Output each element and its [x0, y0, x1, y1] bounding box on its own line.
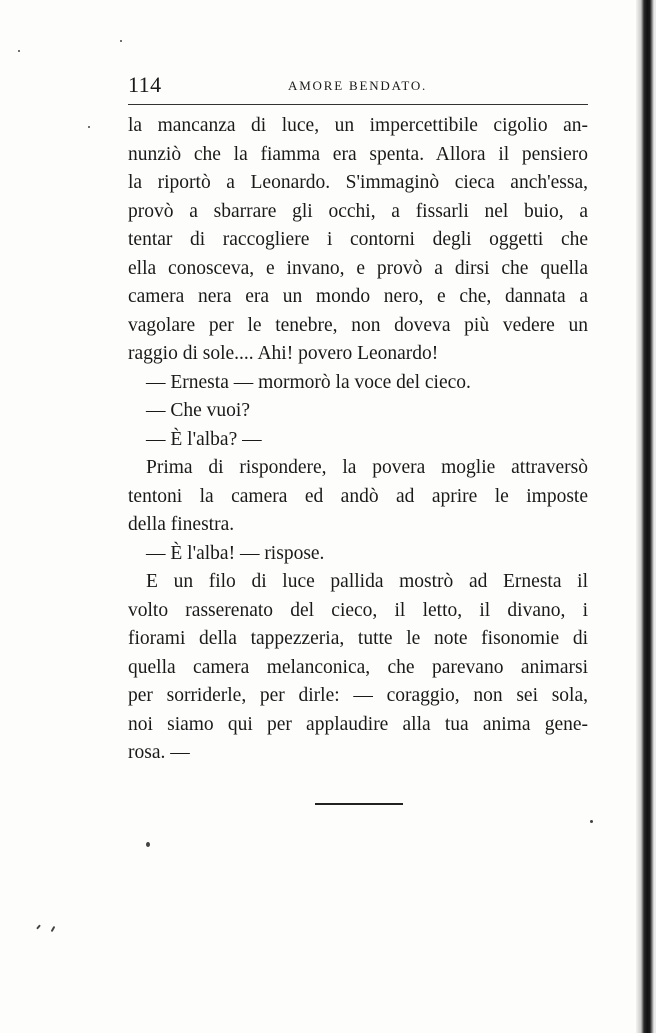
header-rule — [128, 104, 588, 105]
page-binding-edge — [636, 0, 656, 1033]
dialogue-line — [128, 540, 588, 569]
scan-speck — [18, 50, 20, 52]
section-end-rule — [315, 803, 403, 805]
text-line: tentoni la camera ed andò ad aprire le imposte — [128, 485, 588, 507]
paragraph-line — [128, 597, 588, 626]
text-line: rosa. — — [128, 742, 190, 763]
paragraph-line — [128, 654, 588, 683]
running-title: AMORE BENDATO. — [288, 78, 428, 93]
text-line: camera nera era un mondo nero, e che, dannata a — [128, 286, 588, 307]
paragraph-line — [128, 682, 588, 711]
dialogue-line — [128, 397, 588, 426]
paragraph-line — [128, 711, 588, 740]
body-text — [128, 112, 588, 768]
text-line: quella camera melanconica, che parevano animarsi — [128, 656, 588, 678]
text-line: tentar di raccogliere i contorni degli oggetti che — [128, 229, 588, 250]
text-line: — Che vuoi? — [146, 400, 250, 421]
text-line: ella conosceva, e invano, e provò a dirsi che quella — [128, 257, 588, 279]
text-line: provò a sbarrare gli occhi, a fissarli nel buio, a — [128, 200, 588, 222]
text-line: Prima di rispondere, la povera moglie attraversò — [146, 457, 588, 478]
text-line: raggio di sole.... Ahi! povero Leonardo! — [128, 343, 439, 364]
paragraph-line — [128, 483, 588, 512]
text-line: noi siamo qui per applaudire alla tua anima gene- — [128, 713, 588, 735]
text-line: nunziò che la fiamma era spenta. Allora il pensiero — [128, 143, 588, 165]
scan-speck — [51, 926, 56, 932]
text-line: fiorami della tappezzeria, tutte le note fisonomie di — [128, 628, 588, 649]
text-line: — Ernesta — mormorò la voce del cieco. — [146, 371, 471, 393]
paragraph-line — [128, 625, 588, 654]
paragraph — [128, 568, 588, 597]
page-header — [128, 70, 588, 98]
text-line: la riportò a Leonardo. S'immaginò cieca anch'essa, — [128, 172, 588, 193]
text-line: per sorriderle, per dirle: — coraggio, non sei sola, — [128, 685, 588, 706]
text-line: la mancanza di luce, un impercettibile cigolio an- — [128, 115, 588, 136]
scan-speck — [590, 820, 593, 823]
dialogue-line — [128, 426, 588, 455]
paragraph-end-line — [128, 511, 588, 540]
scan-speck — [146, 842, 150, 847]
text-line: vagolare per le tenebre, non doveva più vedere un — [128, 314, 588, 336]
text-line: volto rasserenato del cieco, il letto, il divano, i — [128, 599, 588, 621]
paragraph-end-line — [128, 340, 588, 369]
paragraph — [128, 112, 588, 340]
scan-speck — [36, 924, 41, 929]
scan-speck — [88, 126, 90, 128]
text-line: — È l'alba! — rispose. — [146, 542, 325, 564]
page-number: 114 — [128, 72, 162, 97]
dialogue-line — [128, 369, 588, 398]
text-line: E un filo di luce pallida mostrò ad Ernesta il — [146, 571, 588, 592]
text-line: — È l'alba? — — [146, 428, 262, 450]
paragraph-end-line — [128, 739, 588, 768]
scan-speck — [120, 40, 122, 42]
text-line: della finestra. — [128, 514, 235, 535]
paragraph — [128, 454, 588, 483]
